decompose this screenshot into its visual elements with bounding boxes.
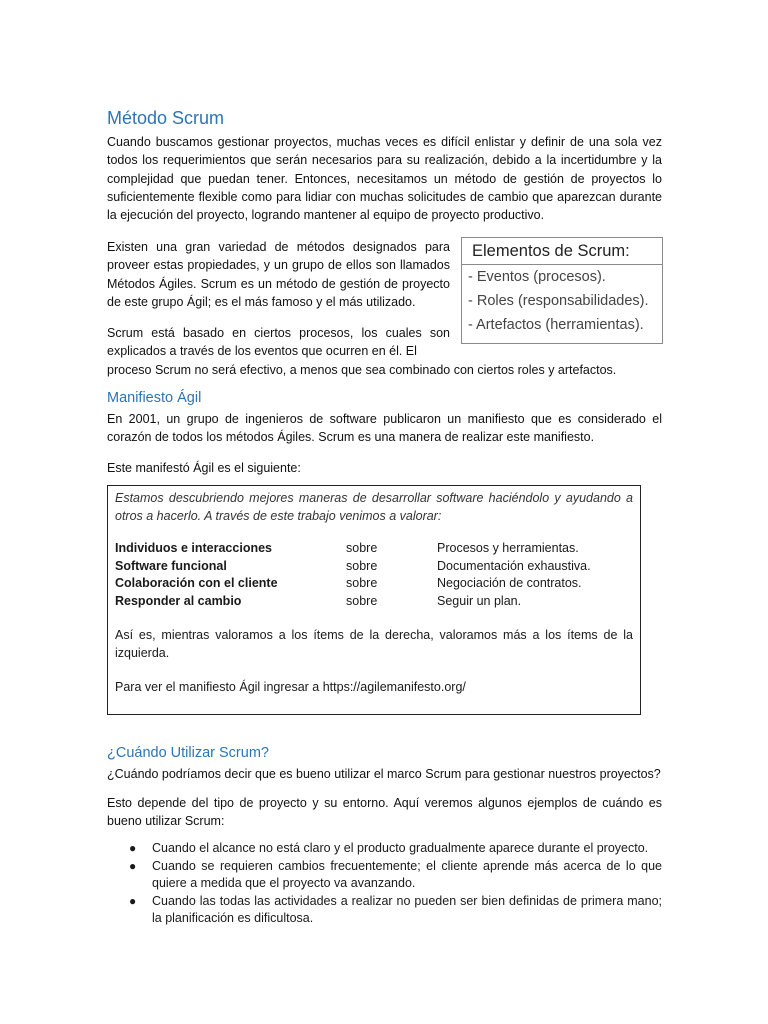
scrum-elements-title: Elementos de Scrum: (462, 238, 662, 265)
manifesto-box (107, 485, 641, 715)
when-bullet-list (107, 840, 662, 928)
manifesto-row (115, 593, 633, 611)
list-item-text: Cuando las todas las actividades a realizar no pueden ser bien definidas de primera mano; la planificación es dificultosa. (152, 893, 662, 926)
manifesto-value-mid: sobre (346, 593, 378, 608)
section-heading-manifiesto: Manifiesto Ágil (107, 390, 202, 406)
list-item (107, 893, 662, 928)
section-heading-metodo-scrum: Método Scrum (107, 108, 225, 128)
manifesto-value-mid: sobre (346, 541, 378, 555)
manifesto-value-left: Software funcional (115, 558, 227, 573)
manifesto-value-right: Documentación exhaustiva. (437, 558, 591, 573)
scrum-element-events: - Eventos (procesos). (468, 269, 606, 285)
bullet-icon: ● (129, 858, 137, 873)
list-item-text: Cuando el alcance no está claro y el producto gradualmente aparece durante el proyecto. (152, 841, 649, 855)
manifesto-value-right: Negociación de contratos. (437, 576, 582, 590)
list-item-text: Cuando se requieren cambios frecuentemente; el cliente aprende más acerca de lo que quiere a medida que el proyecto va avanzando. (152, 858, 662, 891)
paragraph-manifesto-history: En 2001, un grupo de ingenieros de software publicaron un manifiesto que es considerado el corazón de todos los métodos Ágiles. Scrum es una manera de realizar este manifiesto. (107, 412, 662, 445)
manifesto-value-right: Seguir un plan. (437, 593, 522, 608)
scrum-element-roles: - Roles (responsabilidades). (468, 293, 649, 309)
bullet-icon: ● (129, 893, 137, 908)
paragraph-when-intro: Esto depende del tipo de proyecto y su entorno. Aquí veremos algunos ejemplos de cuándo es bueno utilizar Scrum: (107, 796, 662, 829)
scrum-elements-box (461, 237, 663, 344)
paragraph-intro: Cuando buscamos gestionar proyectos, muchas veces es difícil enlistar y definir de una sola vez todos los requerimientos que serán necesarios para su realización, debido a la incertidumbre y la complejidad que puedan tener. Entonces, necesitamos un método de gestión de proyectos lo suficientemente flexible como para lidiar con muchas solicitudes de cambio que aparezcan durante la ejecución del proyecto, logrando mantener al equipo de proyecto productivo. (107, 135, 662, 223)
manifesto-value-left: Colaboración con el cliente (115, 576, 278, 590)
manifesto-value-mid: sobre (346, 576, 378, 590)
scrum-element-artifacts: - Artefactos (herramientas). (468, 317, 644, 333)
paragraph-agile-methods: Existen una gran variedad de métodos designados para proveer estas propiedades, y un grupo de ellos son llamados Métodos Ágiles. Scrum es un método de gestión de proyecto de este grupo Ágil; es el más famoso y el más utilizado. (107, 240, 450, 309)
manifesto-value-left: Responder al cambio (115, 593, 242, 608)
manifesto-value-right: Procesos y herramientas. (437, 541, 579, 555)
paragraph-when-question: ¿Cuándo podríamos decir que es bueno utilizar el marco Scrum para gestionar nuestros proyectos? (107, 767, 661, 781)
manifesto-link-line: Para ver el manifiesto Ágil ingresar a https://agilemanifesto.org/ (115, 680, 466, 694)
paragraph-manifesto-lead: Este manifestó Ágil es el siguiente: (107, 461, 301, 475)
manifesto-note: Así es, mientras valoramos a los ítems de la derecha, valoramos más a los ítems de la izquierda. (115, 628, 633, 660)
manifesto-intro: Estamos descubriendo mejores maneras de desarrollar software haciéndolo y ayudando a otros a hacerlo. A través de este trabajo venimos a valorar: (115, 491, 633, 523)
paragraph-scrum-processes: Scrum está basado en ciertos procesos, los cuales son explicados a través de los eventos que ocurren en él. El (107, 326, 450, 359)
manifesto-row (115, 575, 633, 593)
bullet-icon: ● (129, 841, 137, 855)
paragraph-scrum-processes-end: proceso Scrum no será efectivo, a menos que sea combinado con ciertos roles y artefactos. (107, 363, 617, 377)
manifesto-row (115, 540, 633, 558)
list-item (107, 858, 662, 893)
section-heading-cuando: ¿Cuándo Utilizar Scrum? (107, 745, 269, 761)
manifesto-value-mid: sobre (346, 558, 378, 573)
list-item (107, 840, 662, 858)
manifesto-value-left: Individuos e interacciones (115, 541, 272, 555)
manifesto-row (115, 558, 633, 576)
